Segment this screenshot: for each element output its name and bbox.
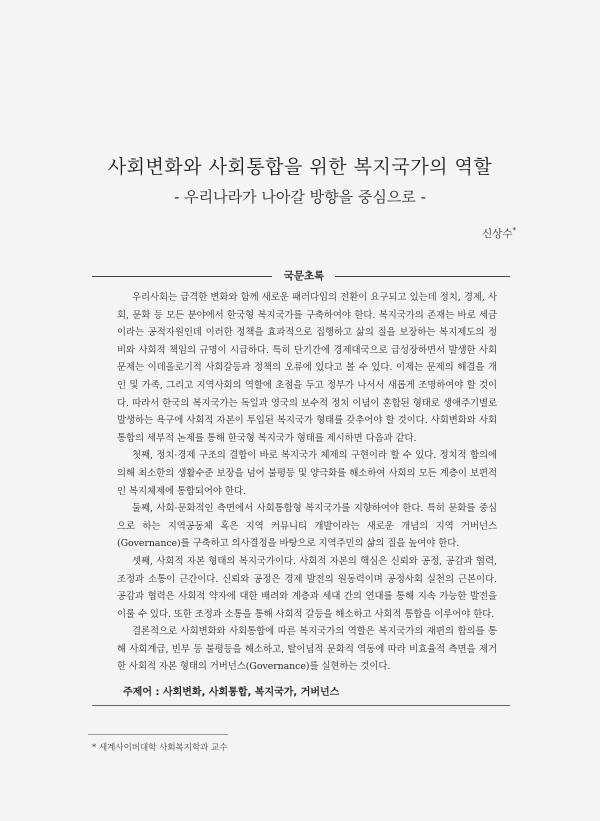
footnote: * 세계사이버대학 사회복지학과 교수 xyxy=(92,743,228,753)
keywords: 주제어 : 사회변화, 사회통합, 복지국가, 거버넌스 xyxy=(123,687,340,698)
author xyxy=(482,226,516,241)
author-footnote-mark: * xyxy=(512,226,516,235)
abstract-header xyxy=(92,268,510,284)
abstract-header-rule-left xyxy=(92,276,272,277)
abstract-body xyxy=(117,289,497,676)
abstract-paragraph: 셋째, 사회적 자본 형태의 복지국가이다. 사회적 자본의 핵심은 신뢰와 공정, 공감과 협력, 조정과 소통이 근간이다. 신뢰와 공정은 경제 발전의 원동력이며 공정사회 실천의 근본이다. 공감과 협력은 사회적 약자에 대한 배려와 계층과 세대 간의 연대를 통해 지속 가능한 발전을 이룰 수 있다. 또한 조정과 소통을 통해 사회적 갈등을 해소하고 사회적 통합을 이루어야 한다. xyxy=(117,555,497,620)
abstract-paragraph: 결론적으로 사회변화와 사회통합에 따른 복지국가의 역할은 복지국가의 재편의 합의를 통해 사회계급, 빈부 등 불평등을 해소하고, 탈이념적 문화적 역동에 따라 비효율적 측면을 제거한 사회적 자본 형태의 거버넌스(Governance)를 실현하는 것이다. xyxy=(117,626,497,673)
abstract-header-rule-right xyxy=(335,276,510,277)
footnote-rule xyxy=(88,734,228,735)
author-name: 신상수 xyxy=(482,228,513,240)
keywords-rule xyxy=(92,705,510,706)
abstract-paragraph: 둘째, 사회·문화적인 측면에서 사회통합형 복지국가를 지향하여야 한다. 특히 문화를 중심으로 하는 지역공동체 혹은 지역 커뮤니티 개발이라는 새로운 개념의 지역 거버넌스(Governance)를 구축하고 의사결정을 바탕으로 지역주민의 삶의 질을 높여야 한다. xyxy=(117,503,497,550)
abstract-paragraph: 첫째, 정치·경제 구조의 결합이 바로 복지국가 체제의 구현이라 할 수 있다. 정치적 합의에 의해 최소한의 생활수준 보장을 넘어 불평등 및 양극화를 해소하여 사회의 모든 계층이 보편적인 복지체제에 통합되어야 한다. xyxy=(117,450,497,497)
abstract-paragraph: 우리사회는 급격한 변화와 함께 새로운 패러다임의 전환이 요구되고 있는데 정치, 경제, 사회, 문화 등 모든 분야에서 한국형 복지국가를 구축하여야 한다. 복지국가의 존재는 바로 세금이라는 공적자원인데 이러한 정책을 효과적으로 집행하고 삶의 질을 보장하는 복지제도의 정비와 사회적 책임의 규명이 시급하다. 특히 단기간에 경제대국으로 급성장하면서 발생한 사회문제는 이데올로기적 사회갈등과 정책의 오류에 있다고 볼 수 있다. 이제는 문제의 해결을 개인 및 가족, 그리고 지역사회의 역할에 초점을 두고 정부가 나서서 새롭게 조명하여야 할 것이다. 따라서 한국의 복지국가는 독일과 영국의 보수적 정치 이념이 혼합된 형태로 생애주기별로 발생하는 욕구에 사회적 자본이 투입된 복지국가 형태를 갖추어야 할 것이다. 사회변화와 사회통합의 세부적 논제를 통해 한국형 복지국가 형태를 제시하면 다음과 같다. xyxy=(117,292,497,444)
paper-title: 사회변화와 사회통합을 위한 복지국가의 역할 xyxy=(107,156,493,178)
paper-subtitle: - 우리나라가 나아갈 방향을 중심으로 - xyxy=(173,188,427,206)
abstract-heading: 국문초록 xyxy=(283,270,325,282)
